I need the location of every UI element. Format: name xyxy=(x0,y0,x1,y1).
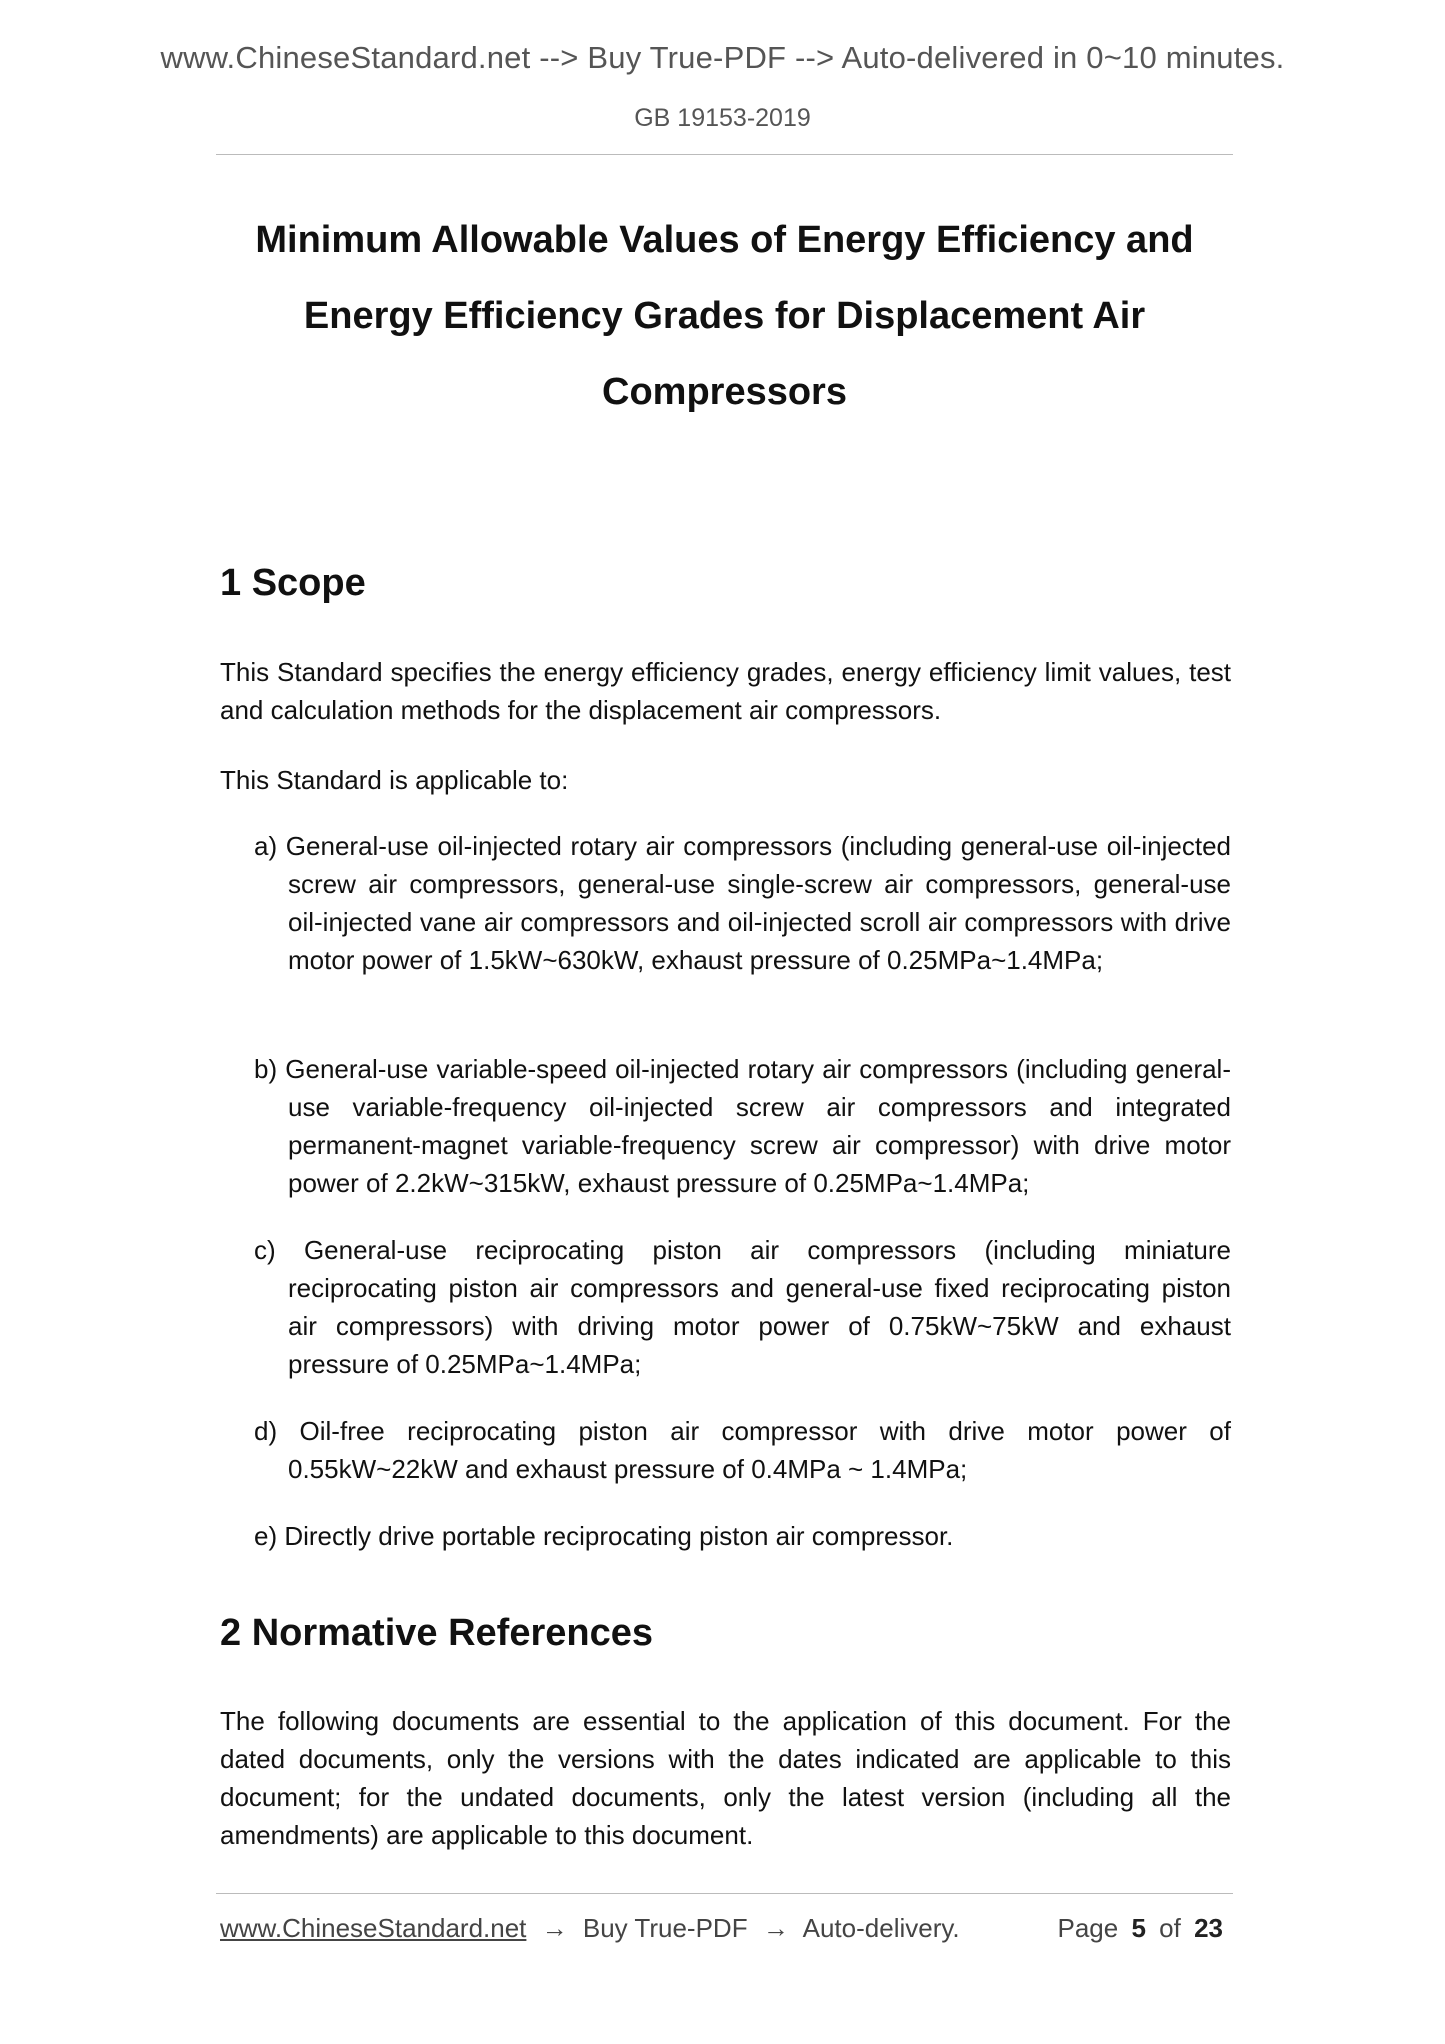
arrow-right-icon: → xyxy=(541,1913,568,1943)
footer-divider xyxy=(216,1893,1233,1894)
page-current: 5 xyxy=(1131,1913,1146,1943)
scope-item-b: b) General-use variable-speed oil-injected rotary air compressors (including general-use variable-frequency oil-injected screw air compressors and integrated permanent-magnet variable-frequency screw air compressor) with drive motor power of 2.2kW~315kW, exhaust pressure of 0.25MPa~1.4MPa; xyxy=(254,1054,1231,1198)
scope-item-a: a) General-use oil-injected rotary air compressors (including general-use oil-injected screw air compressors, general-use single-screw air compressors, general-use oil-injected vane air compressors and oil-injected scroll air compressors with drive motor power of 1.5kW~630kW, exhaust pressure of 0.25MPa~1.4MPa; xyxy=(254,831,1231,975)
title-line-3: Compressors xyxy=(602,371,847,413)
arrow-right-icon: → xyxy=(762,1913,789,1943)
section-2-heading: 2 Normative References xyxy=(220,1612,653,1654)
of-label: of xyxy=(1159,1913,1181,1943)
header-divider xyxy=(216,154,1233,155)
scope-paragraph: This Standard specifies the energy efficiency grades, energy efficiency limit values, test and calculation methods for the displacement air compressors. xyxy=(220,657,1231,725)
footer-delivery-text: Auto-delivery. xyxy=(802,1913,960,1943)
title-line-1: Minimum Allowable Values of Energy Efficiency and xyxy=(255,219,1194,261)
section-1-heading: 1 Scope xyxy=(220,562,366,604)
page-footer xyxy=(220,1913,1229,1944)
page-indicator xyxy=(1057,1913,1229,1944)
normative-paragraph: The following documents are essential to the application of this document. For the dated documents, only the versions with the dates indicated are applicable to this document; for the undated documents, only the latest version (including all the amendments) are applicable to this document. xyxy=(220,1706,1231,1850)
footer-site-link[interactable]: www.ChineseStandard.net xyxy=(220,1913,527,1943)
applicability-intro: This Standard is applicable to: xyxy=(220,765,569,795)
site-banner: www.ChineseStandard.net --> Buy True-PDF --> Auto-delivered in 0~10 minutes. xyxy=(160,40,1285,75)
page-label: Page xyxy=(1057,1913,1119,1943)
page-total: 23 xyxy=(1194,1913,1223,1943)
title-line-2: Energy Efficiency Grades for Displacement Air xyxy=(303,295,1146,337)
scope-item-c: c) General-use reciprocating piston air compressors (including miniature reciprocating piston air compressors and general-use fixed reciprocating piston air compressors) with driving motor power of 0.75kW~75kW and exhaust pressure of 0.25MPa~1.4MPa; xyxy=(254,1235,1231,1379)
standard-code: GB 19153-2019 xyxy=(634,104,811,132)
footer-buy-text: Buy True-PDF xyxy=(582,1913,748,1943)
scope-item-e: e) Directly drive portable reciprocating piston air compressor. xyxy=(254,1521,954,1551)
scope-item-d: d) Oil-free reciprocating piston air compressor with drive motor power of 0.55kW~22kW and exhaust pressure of 0.4MPa ~ 1.4MPa; xyxy=(254,1416,1231,1484)
document-title xyxy=(216,202,1233,430)
